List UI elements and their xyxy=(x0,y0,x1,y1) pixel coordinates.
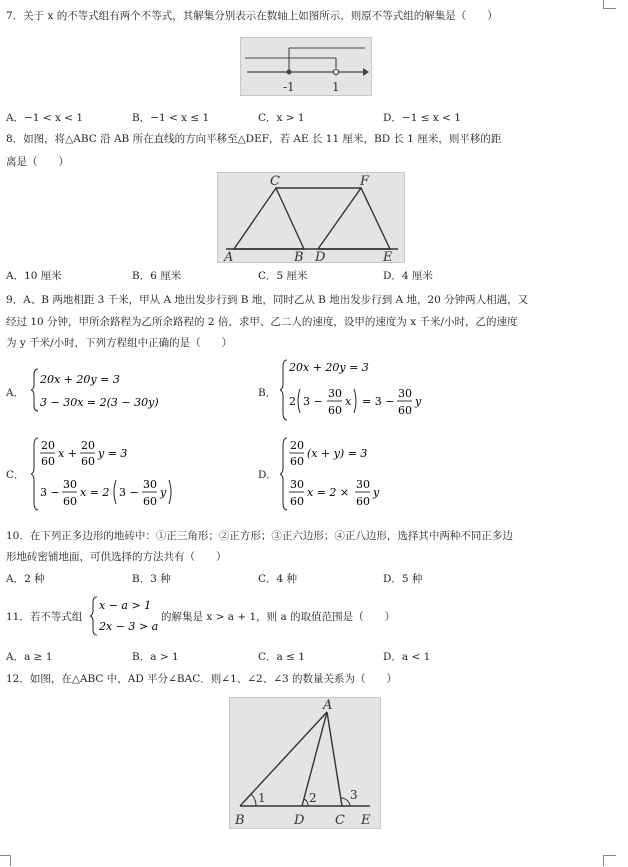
q8-label-a: A xyxy=(224,250,234,262)
q9-c-f4-num: 30 xyxy=(143,478,157,491)
q10-option-d[interactable]: D．5 种 xyxy=(383,573,423,585)
q9-c-f3-num: 30 xyxy=(63,478,77,491)
q8-label-e: E xyxy=(383,250,393,262)
q9-b-frac2-num: 30 xyxy=(398,387,412,400)
q8-label-d: D xyxy=(315,250,326,262)
q11-options xyxy=(6,649,616,663)
q12-label-c: C xyxy=(335,813,345,828)
q12-label-a: A xyxy=(323,698,333,713)
q9-b-eq1: 20x + 20y = 3 xyxy=(289,361,369,374)
q7-closed-point xyxy=(287,70,292,75)
q12-side-ac xyxy=(327,712,342,806)
q11-inequality-system xyxy=(90,595,160,637)
q11-option-a[interactable]: A．a ≥ 1 xyxy=(6,651,53,663)
q7-number-line-svg xyxy=(241,38,371,95)
q12-triangle-svg xyxy=(230,698,380,828)
q12-label-b: B xyxy=(235,813,245,828)
q9-b-x: x xyxy=(345,395,352,408)
q9-d-xy-eq: (x + y) = 3 xyxy=(307,447,368,460)
q9-b-brace xyxy=(280,360,287,420)
page-corner-mark-top-right xyxy=(603,0,616,9)
q9-stem-line2: 经过 10 分钟，甲所余路程为乙所余路程的 2 倍，求甲、乙二人的速度，设甲的速度为 x 千米/小时，乙的速度 xyxy=(6,316,518,328)
q12-angle1-arc xyxy=(251,794,256,806)
q9-b-frac1-den: 60 xyxy=(328,404,342,417)
q11-eq2: 2x − 3 > a xyxy=(99,620,159,633)
q9-b-three-minus: 3 − xyxy=(303,395,323,408)
q10-option-a[interactable]: A．2 种 xyxy=(6,573,45,585)
q9-c-x-plus: x + xyxy=(58,447,77,460)
q9-d-f3-den: 60 xyxy=(356,495,370,508)
q8-option-a[interactable]: A．10 厘米 xyxy=(6,270,62,282)
q12-angle3-label: 3 xyxy=(350,788,358,802)
q12-angle2-label: 2 xyxy=(309,791,317,805)
q7-axis-arrow xyxy=(363,68,369,76)
q12-label-e: E xyxy=(361,813,371,828)
q11-suffix: 的解集是 x > a + 1，则 a 的取值范围是（ ） xyxy=(161,611,396,623)
q9-c-brace xyxy=(31,438,38,510)
q9-b-coef: 2 xyxy=(289,395,296,408)
q7-option-b[interactable]: B．−1 < x ≤ 1 xyxy=(132,112,210,124)
q9-b-eq-three-minus: = 3 − xyxy=(362,395,395,408)
q9-c-y-eq: y = 3 xyxy=(98,447,128,460)
page-corner-mark-bottom-right xyxy=(603,855,616,866)
q9-d-x-eq: x = 2 × xyxy=(307,486,350,499)
q10-options xyxy=(6,571,616,585)
q12-stem: 12．如图，在△ABC 中，AD 平分∠BAC．则∠1、∠2、∠3 的数量关系为（ ） xyxy=(6,673,398,685)
q9-c-f4-den: 60 xyxy=(143,495,157,508)
q8-option-c[interactable]: C．5 厘米 xyxy=(258,270,308,282)
q9-option-b-system xyxy=(280,358,450,422)
q9-b-frac1-num: 30 xyxy=(328,387,342,400)
q7-stem: 7．关于 x 的不等式组有两个不等式，其解集分别表示在数轴上如图所示，则原不等式组的解集是（ ） xyxy=(6,10,498,22)
page-corner-mark-bottom-left xyxy=(0,855,11,866)
q8-label-c: C xyxy=(270,174,280,189)
q9-stem-line1: 9．A、B 两地相距 3 千米，甲从 A 地出发步行到 B 地，同时乙从 B 地出发步行到 A 地，20 分钟两人相遇，又 xyxy=(6,294,529,306)
q9-option-c-label[interactable]: C． xyxy=(6,469,25,481)
q9-c-f3-den: 60 xyxy=(63,495,77,508)
q8-option-d[interactable]: D．4 厘米 xyxy=(383,270,433,282)
q9-option-c-system xyxy=(31,436,206,512)
q11-eq1: x − a > 1 xyxy=(99,599,152,612)
q8-triangle-abc xyxy=(234,188,304,249)
q9-c-f1-den: 60 xyxy=(41,455,55,468)
q12-triangle-figure xyxy=(229,697,381,829)
q7-label-1: 1 xyxy=(332,80,340,94)
q11-brace xyxy=(90,597,97,635)
q12-angle1-label: 1 xyxy=(258,791,266,805)
q7-option-c[interactable]: C．x > 1 xyxy=(258,112,305,124)
q9-option-b-label[interactable]: B． xyxy=(258,387,277,399)
q7-option-a[interactable]: A．−1 < x < 1 xyxy=(6,112,84,124)
q11-option-b[interactable]: B．a > 1 xyxy=(132,651,179,663)
q12-label-d: D xyxy=(294,813,305,828)
q8-stem-line1: 8．如图，将△ABC 沿 AB 所在直线的方向平移至△DEF，若 AE 长 11 厘米，BD 长 1 厘米，则平移的距 xyxy=(6,133,502,145)
q8-translation-figure xyxy=(217,172,405,263)
q9-c-three-minus: 3 − xyxy=(40,486,60,499)
q8-label-b: B xyxy=(294,250,304,262)
q9-c-paren-close xyxy=(169,480,171,504)
q9-c-y: y xyxy=(160,486,167,499)
q9-option-a-label[interactable]: A． xyxy=(6,387,25,399)
q11-option-d[interactable]: D．a < 1 xyxy=(383,651,431,663)
q9-b-paren-open xyxy=(298,389,300,413)
q9-option-d-label[interactable]: D． xyxy=(258,469,277,481)
q7-label-neg1: -1 xyxy=(283,80,295,94)
q8-stem-line2: 离是（ ） xyxy=(6,156,69,168)
q9-d-f3-num: 30 xyxy=(356,478,370,491)
q9-d-brace xyxy=(280,438,287,510)
q7-options xyxy=(6,110,616,124)
q8-label-f: F xyxy=(360,174,370,189)
q9-b-paren-close xyxy=(354,389,356,413)
q10-option-c[interactable]: C．4 种 xyxy=(258,573,298,585)
q9-c-f2-den: 60 xyxy=(81,455,95,468)
q9-c-f1-num: 20 xyxy=(41,439,55,452)
q9-d-f2-num: 30 xyxy=(290,478,304,491)
q9-a-eq2: 3 − 30x = 2(3 − 30y) xyxy=(40,396,159,409)
q8-options xyxy=(6,268,616,282)
q9-c-x-eq2: x = 2 xyxy=(80,486,110,499)
q9-option-a-system xyxy=(31,367,191,413)
q9-d-f1-den: 60 xyxy=(290,455,304,468)
q7-number-line-figure xyxy=(240,37,372,96)
q11-prefix: 11．若不等式组 xyxy=(6,611,83,623)
q7-open-point xyxy=(333,69,338,74)
q9-d-f1-num: 20 xyxy=(290,439,304,452)
q9-b-frac2-den: 60 xyxy=(398,404,412,417)
q9-d-f2-den: 60 xyxy=(290,495,304,508)
q7-option-d[interactable]: D．−1 ≤ x < 1 xyxy=(383,112,461,124)
q10-stem-line1: 10．在下列正多边形的地砖中：①正三角形；②正方形；③正六边形；④正八边形，选择其中两种不同正多边 xyxy=(6,530,513,542)
q9-c-f2-num: 20 xyxy=(81,439,95,452)
q10-option-b[interactable]: B．3 种 xyxy=(132,573,171,585)
q12-angle2-arc xyxy=(304,799,308,806)
q9-b-y: y xyxy=(415,395,422,408)
q9-option-d-system xyxy=(280,436,430,512)
q9-d-y: y xyxy=(373,486,380,499)
q9-a-brace xyxy=(31,369,38,411)
q8-option-b[interactable]: B．6 厘米 xyxy=(132,270,182,282)
q9-c-paren-open xyxy=(114,480,116,504)
q8-triangle-def xyxy=(318,188,390,249)
q9-a-eq1: 20x + 20y = 3 xyxy=(40,373,120,386)
q10-stem-line2: 形地砖密铺地面，可供选择的方法共有（ ） xyxy=(6,551,227,563)
q8-translation-svg xyxy=(218,173,404,262)
q9-stem-line3: 为 y 千米/小时，下列方程组中正确的是（ ） xyxy=(6,337,233,349)
q11-option-c[interactable]: C．a ≤ 1 xyxy=(258,651,305,663)
q9-c-inner-three-minus: 3 − xyxy=(119,486,139,499)
